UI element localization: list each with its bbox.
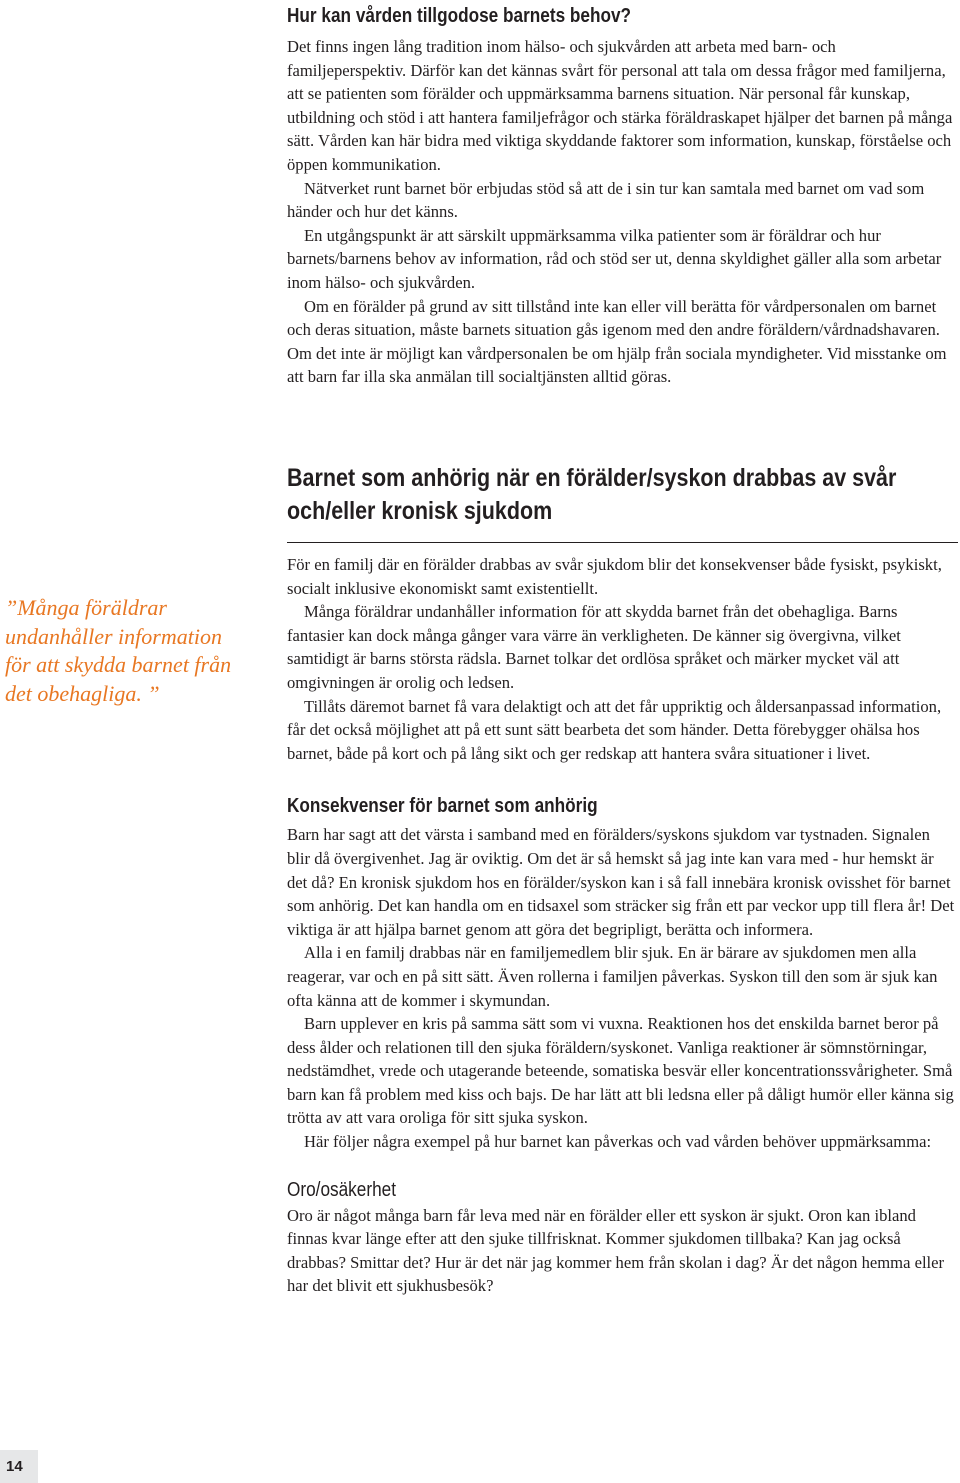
paragraph: Barn har sagt att det värsta i samband med en förälders/syskons sjukdom var tystnaden. Signalen blir då övergivenhet. Jag är oviktig. Om det är så hemskt så jag inte kan vara med - hur hemskt är det då? En kronisk sjukdom hos en förälder/syskon kan i så fall innebära kronisk ovisshet för barnet som anhörig. Det kan handla om en tidsaxel som sträcker sig från ett par veckor upp till flera år! Det viktiga är att hjälpa barnet genom att göra det begripligt, berätta och informera. xyxy=(287,825,955,939)
paragraph: Här följer några exempel på hur barnet kan påverkas och vad vården behöver uppmärksamma: xyxy=(304,1132,932,1152)
paragraph: Det finns ingen lång tradition inom hälso- och sjukvården att arbeta med barn- och familjeperspektiv. Därför kan det kännas svårt för personal att tala om dessa frågor med familjerna, att se patienten som förälder och uppmärksamma barnens situation. När personal får kunskap, utbildning och stöd i att hantera familjefrågor och stärka föräldraskapet hjälper det barnen på många sätt. Vården kan här bidra med viktiga skyddande faktorer som information, kunskap, förståelse och öppen kommunikation. xyxy=(287,37,953,174)
paragraph: Tillåts däremot barnet få vara delaktigt och att det får uppriktig och åldersanpassad information, får det också möjlighet att på ett sunt sätt bearbeta det som händer. Detta förebygger ohälsa hos barnet, både på kort och på lång sikt och ger redskap att hantera svåra situationer i livet. xyxy=(287,696,942,763)
section-care-needs xyxy=(287,4,955,389)
pull-quote: ”Många föräldrar undanhåller information för att skydda barnet från det obehagliga. ” xyxy=(5,595,232,706)
subsection-heading: Konsekvenser för barnet som anhörig xyxy=(287,795,598,818)
paragraph: Om en förälder på grund av sitt tillstånd inte kan eller vill berätta för vårdpersonalen om barnet och deras situation, måste barnets situation gås igenom med den andre föräldern/vårdnadshavaren. Om det inte är möjligt kan vårdpersonalen be om hjälp från sociala myndigheter. Vid misstanke om att barn far illa ska anmälan till socialtjänsten alltid göras. xyxy=(287,296,947,387)
section-heading: Hur kan vården tillgodose barnets behov? xyxy=(287,5,632,27)
paragraph: Många föräldrar undanhåller information för att skydda barnet från det obehagliga. Barns fantasier kan dock många gånger vara värre än verkligheten. De känner sig övergivna, vilket samtidigt är barns största rädsla. Barnet tolkar det ordlösa språket och märker mycket väl att omgivningen är orolig och ledsen. xyxy=(287,602,901,692)
paragraph: För en familj där en förälder drabbas av svår sjukdom blir det konsekvenser både fysiskt, psykiskt, socialt inklusive ekonomiskt samt existentiellt. xyxy=(287,555,942,598)
paragraph: En utgångspunkt är att särskilt uppmärksamma vilka patienter som är föräldrar och hur barnets/barnens behov av information, råd och stöd ser ut, denna skyldighet gäller alla som arbetar inom hälso- och sjukvården. xyxy=(287,225,942,292)
paragraph: Alla i en familj drabbas när en familjemedlem blir sjuk. En är bärare av sjukdomen men alla reagerar, var och en på sitt sätt. Även rollerna i familjen påverkas. Syskon till den som är sjuk kan ofta känna att de kommer i skymundan. xyxy=(287,943,938,1010)
subsection-heading: Oro/osäkerhet xyxy=(287,1178,396,1201)
page-number: 14 xyxy=(0,1450,38,1483)
paragraph: Oro är något många barn får leva med när en förälder eller ett syskon är sjukt. Oron kan ibland finnas kvar länge efter att den sjuke tillfrisknat. Kommer sjukdomen tillbaka? Kan jag också drabbas? Smittar det? Hur är det när jag kommer hem från skolan i dag? Är det någon hemma eller har det blivit ett sjukhusbesök? xyxy=(287,1205,945,1296)
section-child-as-relative xyxy=(287,462,955,1298)
paragraph: Barn upplever en kris på samma sätt som vi vuxna. Reaktionen hos det enskilda barnet beror på dess ålder och relationen till den sjuka föräldern/syskonet. Vanliga reaktioner är sömnstörningar, nedstämdhet, vrede och utagerande beteende, somatiska besvär eller koncentrationssvårigheter. Små barn kan få problem med kiss och bajs. De har lätt att bli ledsna eller på dåligt humör eller känna sig trötta av att vara oroliga för sitt sjuka syskon. xyxy=(287,1014,954,1128)
paragraph: Nätverket runt barnet bör erbjudas stöd så att de i sin tur kan samtala med barnet om vad som händer och hur det känns. xyxy=(287,178,925,222)
section-heading: Barnet som anhörig när en förälder/syskon drabbas av svår och/eller kronisk sjukdom xyxy=(287,464,897,525)
heading-divider xyxy=(287,542,958,543)
